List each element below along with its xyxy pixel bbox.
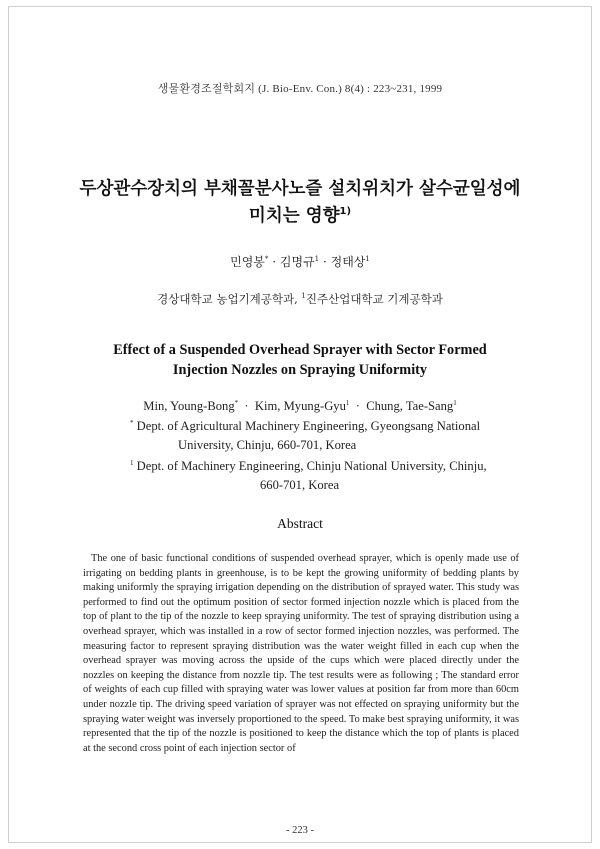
page-number: - 223 -: [286, 825, 314, 836]
korean-author-separator-1: ·: [272, 255, 277, 269]
abstract-heading: Abstract: [277, 516, 323, 531]
english-author-1-mark: *: [234, 398, 239, 407]
english-authors: [0, 399, 600, 414]
english-author-2: Kim, Myung-Gyu: [254, 399, 346, 413]
korean-affiliation: [0, 291, 600, 307]
korean-author-3-mark: 1: [365, 255, 370, 263]
running-head: 생물환경조절학회지 (J. Bio-Env. Con.) 8(4) : 223~231, 1999: [157, 83, 443, 95]
english-title: [70, 340, 530, 380]
english-title-line2: Injection Nozzles on Spraying Uniformity: [172, 362, 428, 378]
korean-title-line1: 두상관수장치의 부채꼴분사노즐 설치위치가 살수균일성에: [79, 179, 521, 199]
english-author-separator-1: ·: [244, 399, 249, 413]
english-author-3-mark: 1: [453, 398, 457, 407]
korean-title: [40, 176, 560, 230]
korean-author-1-mark: *: [264, 255, 269, 263]
korean-authors: [0, 253, 600, 270]
korean-title-footnote-mark: 1): [339, 206, 352, 218]
english-title-line1: Effect of a Suspended Overhead Sprayer with Sector Formed: [113, 342, 487, 358]
english-affiliation-1-line2: University, Chinju, 660-701, Korea: [178, 438, 357, 452]
korean-author-2-mark: 1: [314, 255, 320, 263]
korean-author-1: 민영봉: [230, 255, 265, 269]
english-affiliation-2-mark: 1: [130, 458, 134, 467]
english-affiliation-2-text1: Dept. of Machinery Engineering, Chinju National University, Chinju,: [136, 459, 487, 473]
abstract-body: The one of basic functional conditions of suspended overhead sprayer, which is openly made use of irrigating on bedding plants in greenhouse, is to be kept the growing uniformity of bedding plants by making uniformly the spraying irrigation depending on the distribution of sprayed water. This study was performed to find out the optimum position of sector formed injection nozzle which is placed from the top of plant to the tip of the nozzle to keep spraying uniformity. The test of spraying distribution using a overhead sprayer, which was installed in a row of sector formed injection nozzles, was performed. The measuring factor to represent spraying distribution was the water weight filled in each cup when the overhead sprayer was moving across the upside of the cups which were placed directly under the nozzles on keeping the distance from nozzle tip. The test results were as following ; The standard error of weights of each cup filled with spraying water was lower values at position far from more than 60cm under nozzle tip. The driving speed variation of sprayer was not effected on spraying uniformity but the spraying water weight was inversely proportioned to the speed. To make best spraying uniformity, it was represented that the tip of the nozzle is positioned to keep the distance which the top of plants is placed at the second cross point of each injection sector of: [83, 553, 519, 754]
english-affiliation-1: [130, 417, 530, 455]
english-affiliation-1-line1: [130, 417, 530, 436]
english-author-2-mark: 1: [345, 398, 350, 407]
korean-author-3: 정태상: [330, 255, 366, 269]
english-author-3: Chung, Tae-Sang: [366, 399, 454, 413]
korean-title-line2: [40, 203, 560, 230]
english-author-separator-2: ·: [355, 399, 360, 413]
korean-title-line2-text: 미치는 영향: [248, 206, 340, 226]
korean-affiliation-mark: 1: [301, 292, 306, 301]
english-affiliation-1-mark: *: [130, 418, 134, 427]
english-affiliation-2-line2: 660-701, Korea: [260, 478, 340, 492]
korean-affiliation-1: 경상대학교 농업기계공학과,: [157, 292, 298, 306]
english-affiliation-1-text1: Dept. of Agricultural Machinery Engineering, Gyeongsang National: [136, 419, 481, 433]
english-affiliation-2-line1: [130, 457, 530, 476]
korean-affiliation-2: 진주산업대학교 기계공학과: [305, 292, 443, 306]
korean-author-2: 김명규: [279, 255, 315, 269]
english-affiliation-2: [130, 457, 530, 495]
english-author-1: Min, Young-Bong: [143, 399, 235, 413]
korean-author-separator-2: ·: [322, 255, 327, 269]
